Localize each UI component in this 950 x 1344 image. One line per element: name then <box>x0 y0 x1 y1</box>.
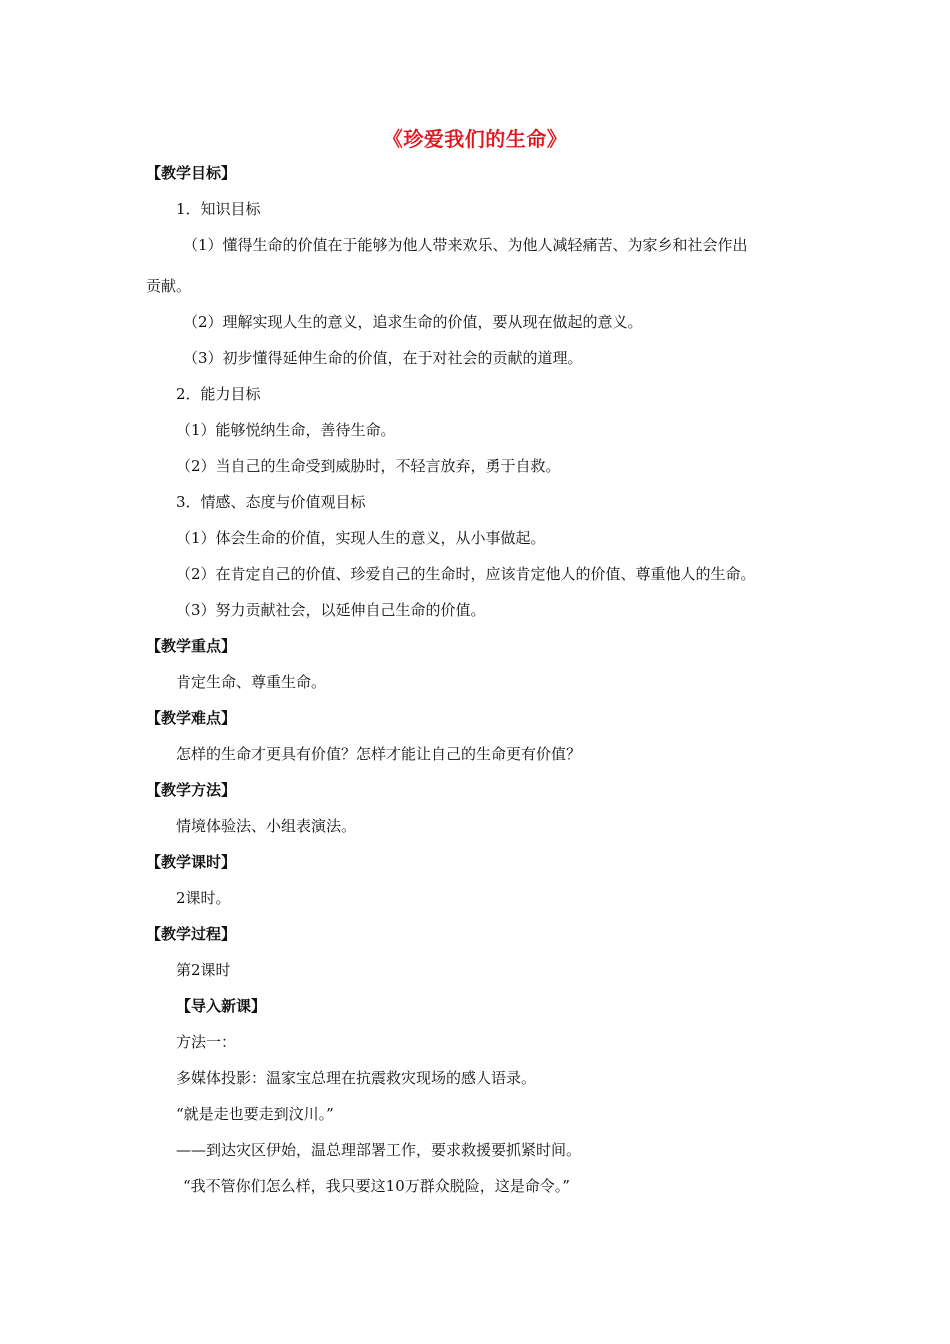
emotion-objective-3: （3）努力贡献社会，以延伸自己生命的价值。 <box>176 601 486 619</box>
objectives-header: 【教学目标】 <box>146 164 237 182</box>
teaching-method-header: 【教学方法】 <box>146 781 237 799</box>
knowledge-objective-2: （2）理解实现人生的意义，追求生命的价值，要从现在做起的意义。 <box>183 313 643 331</box>
quote-1-note: ——到达灾区伊始，温总理部署工作，要求救援要抓紧时间。 <box>176 1141 582 1159</box>
emotion-objective-title: 3．情感、态度与价值观目标 <box>176 493 366 511</box>
emotion-objective-2: （2）在肯定自己的价值、珍爱自己的生命时，应该肯定他人的价值、尊重他人的生命。 <box>176 565 756 583</box>
teaching-method-text: 情境体验法、小组表演法。 <box>176 817 357 835</box>
knowledge-objective-1-cont: 贡献。 <box>146 277 192 295</box>
ability-objective-1: （1）能够悦纳生命，善待生命。 <box>176 421 396 439</box>
difficult-points-text: 怎样的生命才更具有价值？怎样才能让自己的生命更有价值？ <box>176 745 582 763</box>
class-hours-text: 2课时。 <box>176 889 231 907</box>
method-one-label: 方法一： <box>176 1033 237 1051</box>
emotion-objective-1: （1）体会生命的价值，实现人生的意义，从小事做起。 <box>176 529 546 547</box>
intro-header: 【导入新课】 <box>176 997 267 1015</box>
teaching-process-header: 【教学过程】 <box>146 925 237 943</box>
document-title: 《珍爱我们的生命》 <box>382 127 568 151</box>
knowledge-objective-title: 1．知识目标 <box>176 200 261 218</box>
lesson-label: 第2课时 <box>176 961 231 979</box>
ability-objective-title: 2．能力目标 <box>176 385 261 403</box>
key-points-header: 【教学重点】 <box>146 637 237 655</box>
knowledge-objective-3: （3）初步懂得延伸生命的价值，在于对社会的贡献的道理。 <box>183 349 583 367</box>
quote-1: “就是走也要走到汶川。” <box>176 1105 334 1123</box>
quote-2: “我不管你们怎么样，我只要这10万群众脱险，这是命令。” <box>183 1177 570 1195</box>
class-hours-header: 【教学课时】 <box>146 853 237 871</box>
media-projection-text: 多媒体投影：温家宝总理在抗震救灾现场的感人语录。 <box>176 1069 537 1087</box>
knowledge-objective-1: （1）懂得生命的价值在于能够为他人带来欢乐、为他人减轻痛苦、为家乡和社会作出 <box>183 236 748 254</box>
difficult-points-header: 【教学难点】 <box>146 709 237 727</box>
key-points-text: 肯定生命、尊重生命。 <box>176 673 327 691</box>
ability-objective-2: （2）当自己的生命受到威胁时，不轻言放弃，勇于自救。 <box>176 457 561 475</box>
